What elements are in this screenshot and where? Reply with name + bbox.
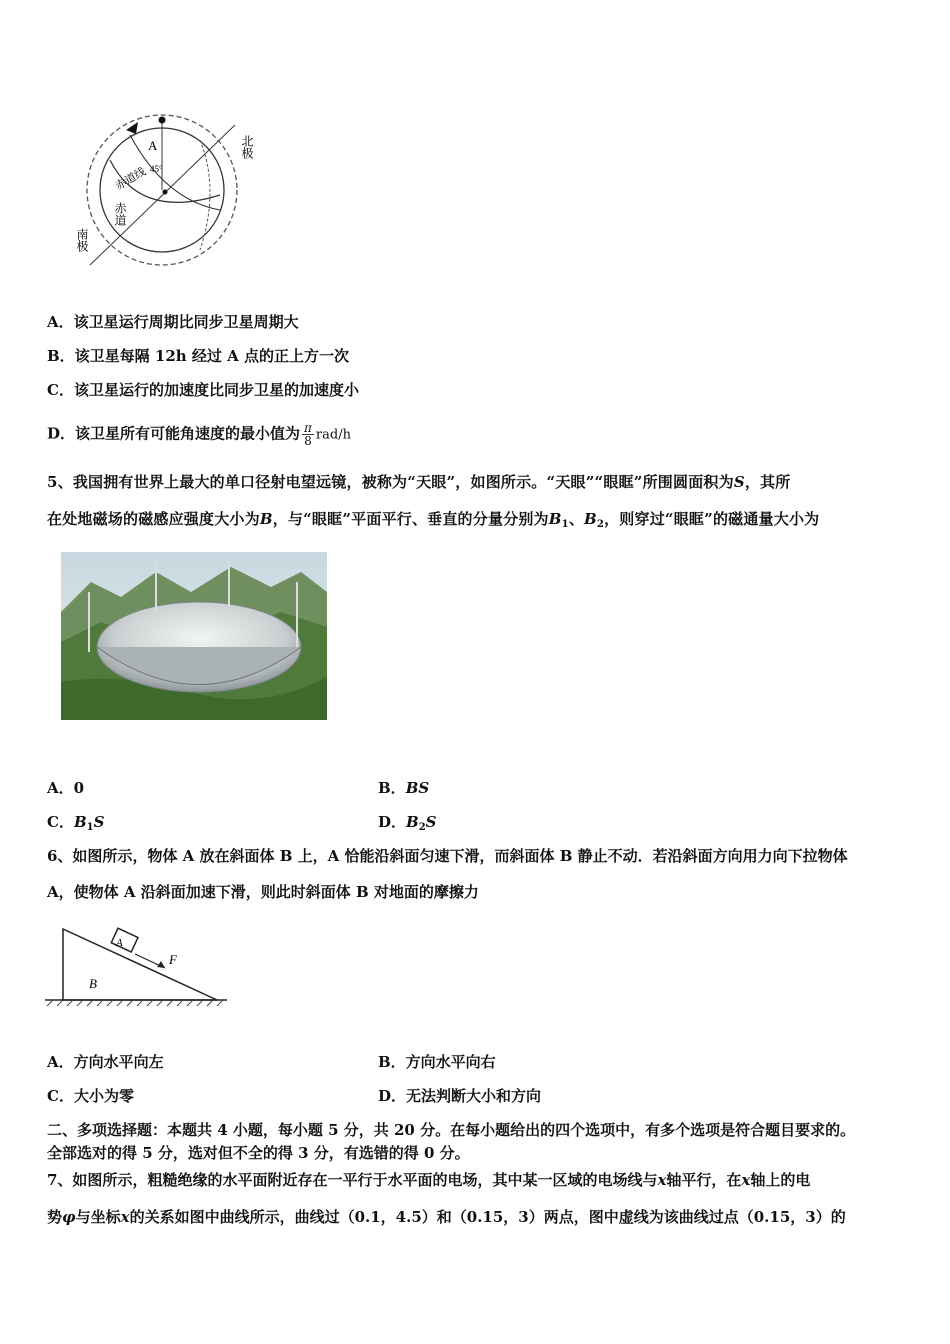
q4-option-c-text: C．该卫星运行的加速度比同步卫星的加速度小: [47, 381, 359, 399]
q5-line1-end: ，其所: [744, 473, 791, 491]
q5-var-b2: B: [584, 510, 597, 528]
q7-line1-a: 7、如图所示，粗糙绝缘的水平面附近存在一平行于水平面的电场，其中某一区域的电场线与: [47, 1171, 658, 1189]
q4-option-d: [47, 422, 351, 447]
q5-line2-c: ，与“眼眶”平面平行、垂直的分量分别为: [272, 510, 549, 528]
q7-line2-c: 的关系如图中曲线所示，曲线过（0.1，4.5）和（0.15，3）两点，图中虚线为该曲线过点（0.15，3）的: [129, 1208, 846, 1226]
angle-label: 45°: [150, 164, 163, 174]
q5-stem-line1: [47, 472, 790, 492]
q5-option-c-prefix: C．: [47, 813, 74, 831]
q4-option-a-text: A．该卫星运行周期比同步卫星周期大: [47, 313, 299, 331]
q5-option-d-prefix: D．: [378, 813, 407, 831]
direction-arrow-icon: [126, 122, 138, 134]
q6-option-d-text: D．无法判断大小和方向: [378, 1087, 542, 1105]
pi-over-8-fraction: [302, 422, 314, 447]
q7-line2-b: 与坐标: [75, 1208, 121, 1226]
q5-line2-a: 在处地磁场的磁感应强度大小为: [47, 510, 260, 528]
south-pole-label: 南极: [75, 228, 89, 252]
ground-hatch: [47, 1000, 223, 1006]
q7-line1-b: 轴平行，在: [666, 1171, 742, 1189]
section2-line1-text: 二、多项选择题：本题共 4 小题，每小题 5 分，共 20 分。在每小题给出的四个选项中，有多个选项是符合题目要求的。: [47, 1121, 856, 1139]
q4-option-b: [47, 346, 349, 366]
fast-telescope-photo: [61, 552, 327, 720]
q5-line2-e: 、: [568, 510, 585, 528]
point-a-label: A: [148, 138, 158, 153]
north-pole-label: [230, 135, 254, 159]
satellite-orbit-figure: [70, 110, 260, 275]
q5-option-a-text: A．0: [47, 779, 85, 797]
meridian-arc: [200, 140, 210, 250]
q5-line2-g: ，则穿过“眼眶”的磁通量大小为: [604, 510, 820, 528]
q7-var-x2: x: [741, 1171, 751, 1189]
q5-option-b-var: BS: [405, 779, 430, 797]
q5-option-d-var: B: [406, 813, 419, 831]
q7-line2-a: 势: [47, 1208, 63, 1226]
equator-line-label: 赤道线: [113, 165, 149, 193]
body-b-label: B: [89, 976, 97, 991]
q5-option-b: [378, 778, 429, 798]
q5-option-c: [47, 812, 104, 838]
q5-option-d-sub: 2: [418, 822, 426, 833]
q5-option-c-var2: S: [93, 813, 105, 831]
fraction-denominator: 8: [304, 434, 312, 448]
q5-option-d: [378, 812, 437, 838]
incline-body-b: [63, 929, 217, 1000]
q4-option-d-text: D．该卫星所有可能角速度的最小值为: [47, 424, 301, 443]
satellite-dot: [159, 117, 166, 124]
q5-var-b: B: [259, 510, 273, 528]
q6-option-b: [378, 1052, 496, 1072]
q5-line1-text: 5、我国拥有世界上最大的单口径射电望远镜，被称为“天眼”，如图所示。“天眼”“眼眶”所围圆面积为: [47, 473, 734, 491]
q7-var-x3: x: [120, 1208, 130, 1226]
q7-var-phi: φ: [62, 1208, 76, 1226]
q6-stem-line2: [47, 882, 479, 902]
north-pole-text: 北极: [230, 135, 254, 149]
q6-option-a-text: A．方向水平向左: [47, 1053, 164, 1071]
q5-stem-line2: [47, 509, 819, 535]
q7-stem-line2: [47, 1207, 846, 1227]
q6-option-c: [47, 1086, 134, 1106]
q7-line1-c: 轴上的电: [750, 1171, 811, 1189]
q5-sub-2: 2: [596, 519, 605, 530]
q7-stem-line1: [47, 1170, 810, 1190]
q6-option-c-text: C．大小为零: [47, 1087, 134, 1105]
q5-var-b1: B: [548, 510, 562, 528]
q4-option-b-text: B．该卫星每隔 12h 经过 A 点的正上方一次: [47, 347, 349, 365]
center-dot: [163, 190, 168, 195]
q4-option-a: [47, 312, 299, 332]
q5-var-s: S: [733, 473, 745, 491]
section2-heading-line2: [47, 1143, 470, 1163]
incline-figure: [45, 924, 230, 1009]
q5-option-a: [47, 778, 84, 798]
q6-stem-line1: [47, 846, 848, 866]
q5-sub-1: 1: [561, 519, 569, 530]
section2-line2-text: 全部选对的得 5 分，选对但不全的得 3 分，有选错的得 0 分。: [47, 1144, 470, 1162]
q6-line2-text: A，使物体 A 沿斜面加速下滑，则此时斜面体 B 对地面的摩擦力: [47, 883, 479, 901]
q5-option-d-var2: S: [425, 813, 437, 831]
block-a-label: A: [116, 937, 123, 949]
fraction-numerator: π: [304, 421, 312, 435]
q4-option-c: [47, 380, 359, 400]
equator-label: 赤道: [113, 202, 127, 226]
q5-option-b-prefix: B．: [378, 779, 406, 797]
q6-line1-text: 6、如图所示，物体 A 放在斜面体 B 上，A 恰能沿斜面匀速下滑，而斜面体 B 静止不动．若沿斜面方向用力向下拉物体: [47, 847, 848, 865]
q5-option-c-var: B: [73, 813, 87, 831]
q6-option-a: [47, 1052, 164, 1072]
q6-option-b-text: B．方向水平向右: [378, 1053, 496, 1071]
q6-option-d: [378, 1086, 541, 1106]
unit-rad-h: rad/h: [315, 427, 351, 443]
force-f-label: F: [169, 952, 177, 967]
q7-var-x1: x: [657, 1171, 667, 1189]
section2-heading-line1: [47, 1120, 855, 1140]
q5-option-c-sub: 1: [86, 822, 94, 833]
